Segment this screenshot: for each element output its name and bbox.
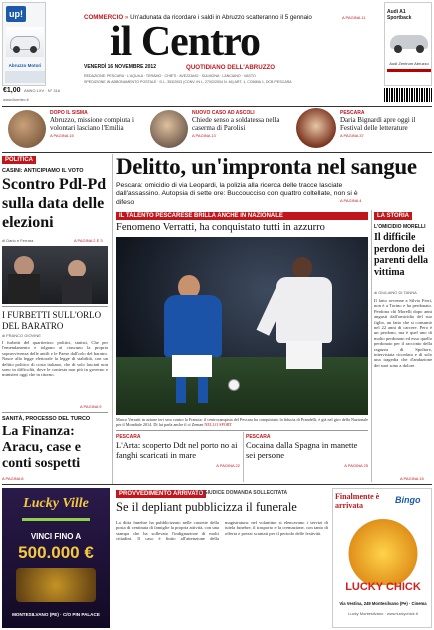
byline: di GIULIANO DI TANNA — [374, 290, 417, 295]
article-body: I furbetti del quartierino: politici, statisti, Che per l'emendamento e tolgono ai ciascuno la propria sopravvivenza delle antili e le Paese dall'orlo del baratro. Nasce alla legge elettorale la legge di stabilità, con un delitto politico di costa italiano, che di solo lasciati non sono in difficoltà, dove le contesta non più in governo e ministeri oggi che in ritorno. — [2, 340, 108, 378]
teaser-1[interactable] — [50, 110, 150, 138]
ad-top-left[interactable] — [2, 2, 46, 86]
teaser-page: A PAGINA 11 — [342, 15, 366, 20]
chevron-icon: » — [124, 14, 129, 21]
ad-amount: 500.000 € — [18, 543, 94, 562]
bottom-kicker-2: IL GIUDICE DOMANDA SOLLECITATA — [198, 490, 288, 496]
sub-page: A PAGINA 25 — [344, 463, 368, 468]
ad-footer: MONTESILVANO (PE) · C/O PIN PALACE — [12, 612, 100, 617]
teaser-2[interactable] — [192, 110, 292, 138]
ad-footer: Lucky Montesilvano · www.luckychick.it — [348, 611, 418, 616]
teaser-3[interactable] — [340, 110, 432, 138]
sport-photo[interactable] — [116, 237, 368, 415]
newspaper-subtitle: QUOTIDIANO DELL'ABRUZZO — [186, 64, 276, 71]
teaser-page: A PAGINA 15 — [50, 133, 74, 138]
byline: di Dario e Ferrara — [2, 238, 34, 243]
ad-bottom-left[interactable] — [2, 488, 110, 628]
kicker: SANITÀ, PROCESSO DEL TURCO — [2, 416, 91, 422]
headline-perdono[interactable]: Il difficile perdono dei parenti della vittima — [374, 232, 428, 278]
teaser-kicker: COMMERCIO — [84, 14, 124, 21]
sub-kicker: PESCARA — [116, 434, 141, 440]
ad-title: Audi A1 Sportback — [387, 9, 412, 21]
sub-title: Cocaina dalla Spagna in manette sei persone — [246, 440, 358, 460]
main-headline[interactable]: Delitto, un'impronta nel sangue — [116, 154, 417, 179]
sub-page: A PAGINA 22 — [216, 463, 240, 468]
price: €1,00 — [3, 87, 21, 94]
ad-logo: Lucky Ville — [23, 496, 89, 511]
kicker: CASINI: ANTICIPIAMO IL VOTO — [2, 168, 84, 174]
ad-dealer: Audi Zentrum Abruzzo — [389, 61, 429, 66]
ad-brand: up! — [6, 6, 26, 22]
politics-photo — [2, 246, 108, 304]
ad-title: Finalmente è arrivata — [335, 492, 380, 510]
headline-elezioni[interactable]: Scontro Pdl-Pd sulla data delle elezioni — [2, 176, 107, 231]
masthead-fine: REDAZIONE: PESCARA · L'AQUILA · TERAMO · CHIETI · AVEZZANO · SULMONA · LANCIANO · VASTO — [84, 74, 256, 78]
teaser-photo-1[interactable] — [8, 110, 46, 148]
headline-furbetti[interactable]: I FURBETTI SULL'ORLO DEL BARATRO — [2, 310, 102, 331]
section-tag: LA STORIA — [374, 212, 412, 220]
page-ref: A PAGINA 8 — [2, 476, 24, 481]
sport-kicker: IL TALENTO PESCARESE BRILLA ANCHE IN NAZIONALE — [116, 212, 368, 220]
ad-dealer: Abruzzo Motori — [8, 63, 42, 68]
teaser-photo-3[interactable] — [296, 108, 336, 148]
teaser-kicker: NUOVO CASO AD ASCOLI — [192, 110, 255, 116]
teaser-title: Chiede senso a soldatessa nella caserma di Parolisi — [192, 116, 280, 132]
teaser-photo-2[interactable] — [150, 110, 188, 148]
ad-chick-image — [341, 515, 425, 585]
teaser-page: A PAGINA 37 — [340, 133, 364, 138]
sub-article-2[interactable] — [246, 434, 368, 468]
ad-brand: Bingo — [395, 495, 421, 505]
teaser-text: Un'adunata da ricordare i saldi in Abruzzo scatteranno il 5 gennaio — [130, 14, 312, 21]
ad-bottom-right[interactable] — [332, 488, 432, 628]
car-image — [6, 27, 44, 57]
ad-name: LUCKY CHICK — [345, 581, 421, 593]
ad-top-right[interactable] — [384, 2, 432, 86]
bottom-headline[interactable]: Se il depliant pubblicizza il funerale — [116, 500, 297, 514]
masthead-fine2: SPEDIZIONE IN ABBONAMENTO POSTALE · D.L. 353/2003 (CONV. IN L. 27/02/2004 N. 46) ART. 1, COMMA 1, DCB PESCARA — [84, 80, 292, 84]
teaser-kicker: PESCARA — [340, 110, 365, 116]
sub-kicker: PESCARA — [246, 434, 271, 440]
bottom-kicker-1: PROVVEDIMENTO ARRIVATO — [116, 490, 206, 498]
sport-headline[interactable]: Fenomeno Verratti, ha conquistato tutti in azzurro — [116, 222, 325, 233]
ad-address: Via Vestina, 249 Montesilvano (Pe) · Cinema — [339, 601, 427, 606]
barcode — [384, 88, 432, 102]
photo-caption — [116, 417, 368, 429]
page-ref: A PAGINA 2 E 3 — [74, 238, 103, 243]
ad-prize: VINCI FINO A — [30, 532, 82, 541]
main-deck: Pescara: omicidio di via Leopardi, la polizia alla ricerca delle tracce lasciate dall'assassino. Autopsia di sette ore: Buccoucciso con quattro coltellate, non si è difeso — [116, 182, 358, 206]
website: www.ilcentro.it — [3, 97, 29, 102]
teaser-kicker: DOPO IL SISMA — [50, 110, 88, 116]
headline-finanza[interactable]: La Finanza: Aracu, case e conti sospetti — [2, 424, 81, 471]
teaser-page: A PAGINA 13 — [192, 133, 216, 138]
caption-page: NELLO SPORT — [204, 422, 232, 427]
bottom-body: La ditta funebre ha pubblicizzato nelle cassette della posta di centinaia di famiglie la propria attività, con una stampa che ha sollevato l'indignazione di molti cittadini. Il caso è finito all'attenzione della magistratura: nel volantino si elencavano i servizi di tutela funebre, il trasporto e la cremazione, con tanto di offerta e prezzi scontati per il periodo delle festività. — [116, 520, 328, 542]
article-body: Il fatto avvenne a Silvio Ferri, non è a Torino e ha perdonato. Perdona chi Morelli dopo anni angusti dall'omicidio del suo figlio, un fatto che si consumò nel 22 anni di carcere. Pero è un perdono, ma è quel uno di molto perdonato ed esso quello perdonato per il racconto della ragazza di Spoltore, intervistata ricordata e di solo una tragedia che d'andazione dei suoi sono a dolore. — [374, 298, 432, 368]
car-image — [388, 27, 430, 55]
page-ref: A PAGINA 15 — [400, 476, 424, 481]
byline: di FRANCO GIOVINE — [2, 333, 41, 338]
sub-article-1[interactable] — [116, 434, 240, 468]
page-ref: A PAGINA 4 — [340, 198, 362, 203]
logo[interactable]: il Centro — [110, 19, 261, 65]
section-tag: POLITICA — [2, 156, 36, 164]
teaser-title: Daria Bignardi apre oggi il Festival delle letterature — [340, 116, 416, 132]
page-ref: A PAGINA 9 — [80, 404, 102, 409]
price-note: ANNO LXV · N° 316 — [24, 88, 61, 93]
date: VENERDÌ 16 NOVEMBRE 2012 — [84, 64, 156, 70]
caption-text: Marco Verratti in azione ieri sera contro la Francia: il centrocampista del Pescara ha conquistato la fiducia di Prandelli, è già nel giro della Nazionale per il Mondiale 2014. Di lui parla anche il ct Zeman — [116, 417, 368, 427]
kicker: L'OMICIDIO MORELLI — [374, 224, 426, 230]
sub-title: L'Arta: scoperto Ddt nel porto no ai fanghi scaricati in mare — [116, 440, 238, 460]
teaser-title: Abruzzo, missione compiuta i volontari lasciano l'Emilia — [50, 116, 134, 132]
